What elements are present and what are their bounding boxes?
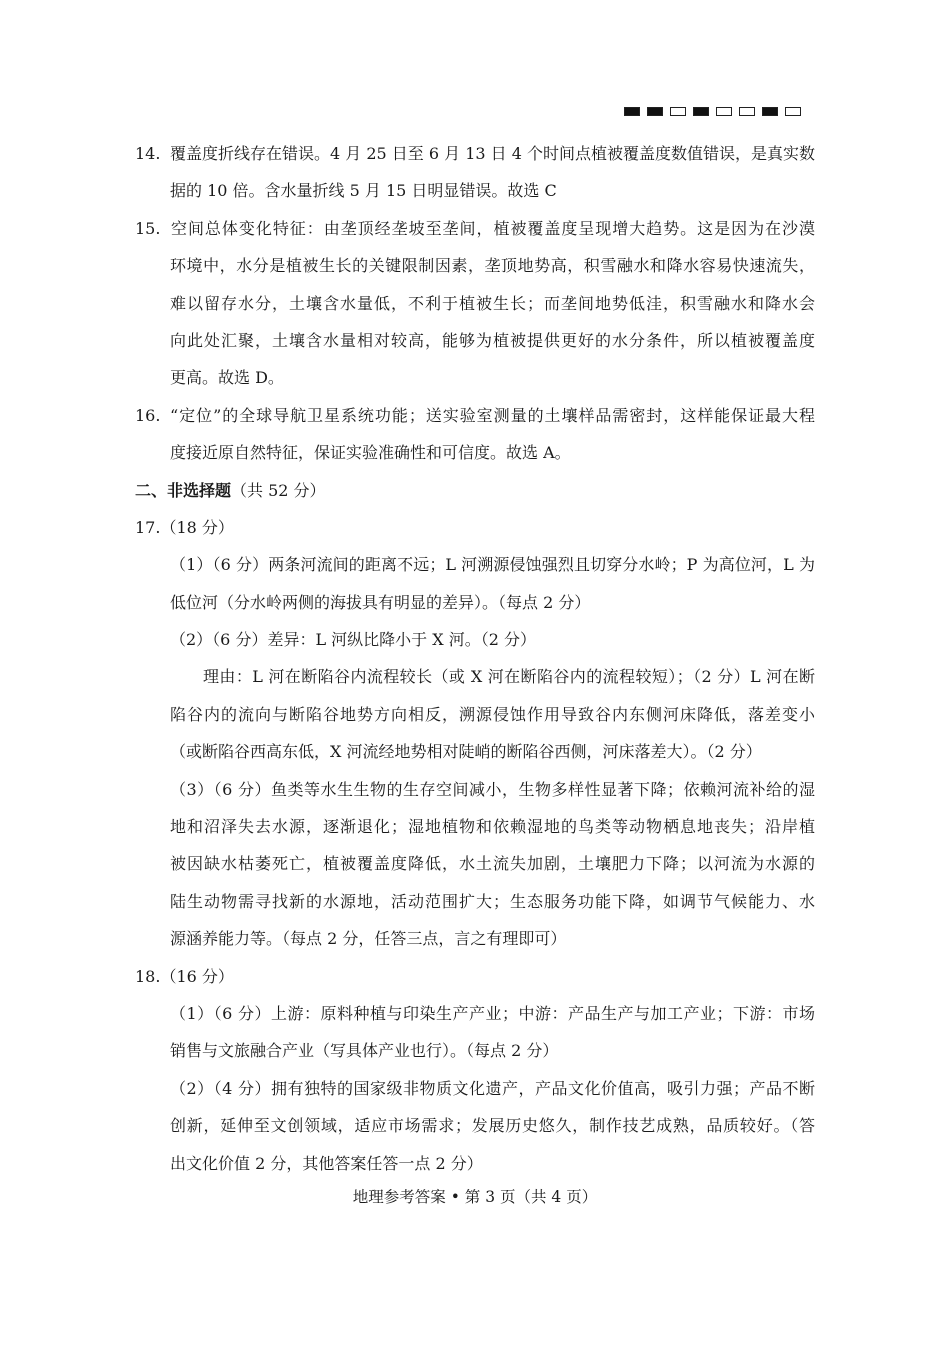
q17-header: 17.（18 分） [135, 517, 234, 537]
code-block [739, 107, 755, 116]
q16-line [135, 397, 815, 434]
code-block [716, 107, 732, 116]
q18-part1-line: 销售与文旅融合产业（写具体产业也行）。（每点 2 分） [170, 1041, 559, 1061]
page-footer: 地理参考答案 • 第 3 页（共 4 页） [352, 1188, 598, 1206]
q17-part2-line: （2）（6 分）差异：L 河纵比降小于 X 河。（2 分） [170, 630, 536, 650]
code-block [670, 107, 686, 116]
section-note: （共 52 分） [231, 480, 326, 500]
answer-content [135, 135, 815, 1182]
q15-number: 15. [135, 218, 161, 238]
q17-part2-reason-line: 陷谷内的流向与断陷谷地势方向相反，溯源侵蚀作用导致谷内东侧河床降低，落差变小 [170, 704, 815, 724]
q18-header: 18.（16 分） [135, 966, 234, 986]
code-block [647, 107, 663, 116]
q17-part3-line: 源涵养能力等。（每点 2 分，任答三点，言之有理即可） [170, 929, 567, 949]
code-block [785, 107, 801, 116]
code-block [693, 107, 709, 116]
q18-part2-line: 出文化价值 2 分，其他答案任答一点 2 分） [170, 1153, 483, 1173]
q17-part3-line: 被因缺水枯萎死亡，植被覆盖度降低，水土流失加剧，土壤肥力下降；以河流为水源的 [170, 854, 815, 874]
code-block [624, 107, 640, 116]
q15-text: 空间总体变化特征：由垄顶经垄坡至垄间，植被覆盖度呈现增大趋势。这是因为在沙漠 [170, 218, 815, 238]
q17-part2-reason-line: 理由：L 河在断陷谷内流程较长（或 X 河在断陷谷内的流程较短）；（2 分）L 河在断 [203, 667, 815, 687]
q15-line: 难以留存水分，土壤含水量低，不利于植被生长；而垄间地势低洼，积雪融水和降水会 [170, 293, 815, 313]
q16-number: 16. [135, 405, 161, 425]
q15-line: 更高。故选 D。 [170, 368, 284, 388]
q14-text: 覆盖度折线存在错误。4 月 25 日至 6 月 13 日 4 个时间点植被覆盖度数值错误，是真实数 [170, 144, 816, 163]
q15-line [135, 210, 815, 247]
q18-part2-line: 创新，延伸至文创领域，适应市场需求；发展历史悠久，制作技艺成熟，品质较好。（答 [170, 1116, 815, 1136]
q14-number: 14. [135, 144, 161, 163]
q17-part1-line: 低位河（分水岭两侧的海拔具有明显的差异）。（每点 2 分） [170, 592, 591, 612]
q14-line: 据的 10 倍。含水量折线 5 月 15 日明显错误。故选 C [170, 181, 557, 201]
q18-part1-line: （1）（6 分）上游：原料种植与印染生产产业；中游：产品生产与加工产业；下游：市场 [170, 1003, 815, 1023]
q15-line: 环境中，水分是植被生长的关键限制因素，垄顶地势高，积雪融水和降水容易快速流失， [170, 256, 815, 276]
q17-part3-line: 地和沼泽失去水源，逐渐退化；湿地植物和依赖湿地的鸟类等动物栖息地丧失；沿岸植 [170, 817, 815, 837]
q17-part3-line: 陆生动物需寻找新的水源地，活动范围扩大；生态服务功能下降，如调节气候能力、水 [170, 891, 815, 911]
code-block [762, 107, 778, 116]
q17-part3-line: （3）（6 分）鱼类等水生生物的生存空间减小，生物多样性显著下降；依赖河流补给的湿 [170, 779, 815, 799]
page-code-marks [624, 107, 801, 119]
q15-line: 向此处汇聚，土壤含水量相对较高，能够为植被提供更好的水分条件，所以植被覆盖度 [170, 330, 815, 350]
q17-part2-reason-line: （或断陷谷西高东低，X 河流经地势相对陡峭的断陷谷西侧，河床落差大）。（2 分） [170, 742, 762, 762]
q17-part1-line: （1）（6 分）两条河流间的距离不远；L 河溯源侵蚀强烈且切穿分水岭；P 为高位河，L 为 [170, 555, 815, 575]
q16-line: 度接近原自然特征，保证实验准确性和可信度。故选 A。 [170, 443, 571, 463]
q18-part2-line: （2）（4 分）拥有独特的国家级非物质文化遗产，产品文化价值高，吸引力强；产品不断 [170, 1078, 815, 1098]
q14-line [135, 135, 815, 172]
section-title: 二、非选择题 [135, 480, 232, 500]
section-heading [135, 472, 815, 509]
q16-text: “定位”的全球导航卫星系统功能；送实验室测量的土壤样品需密封，这样能保证最大程 [170, 405, 815, 425]
